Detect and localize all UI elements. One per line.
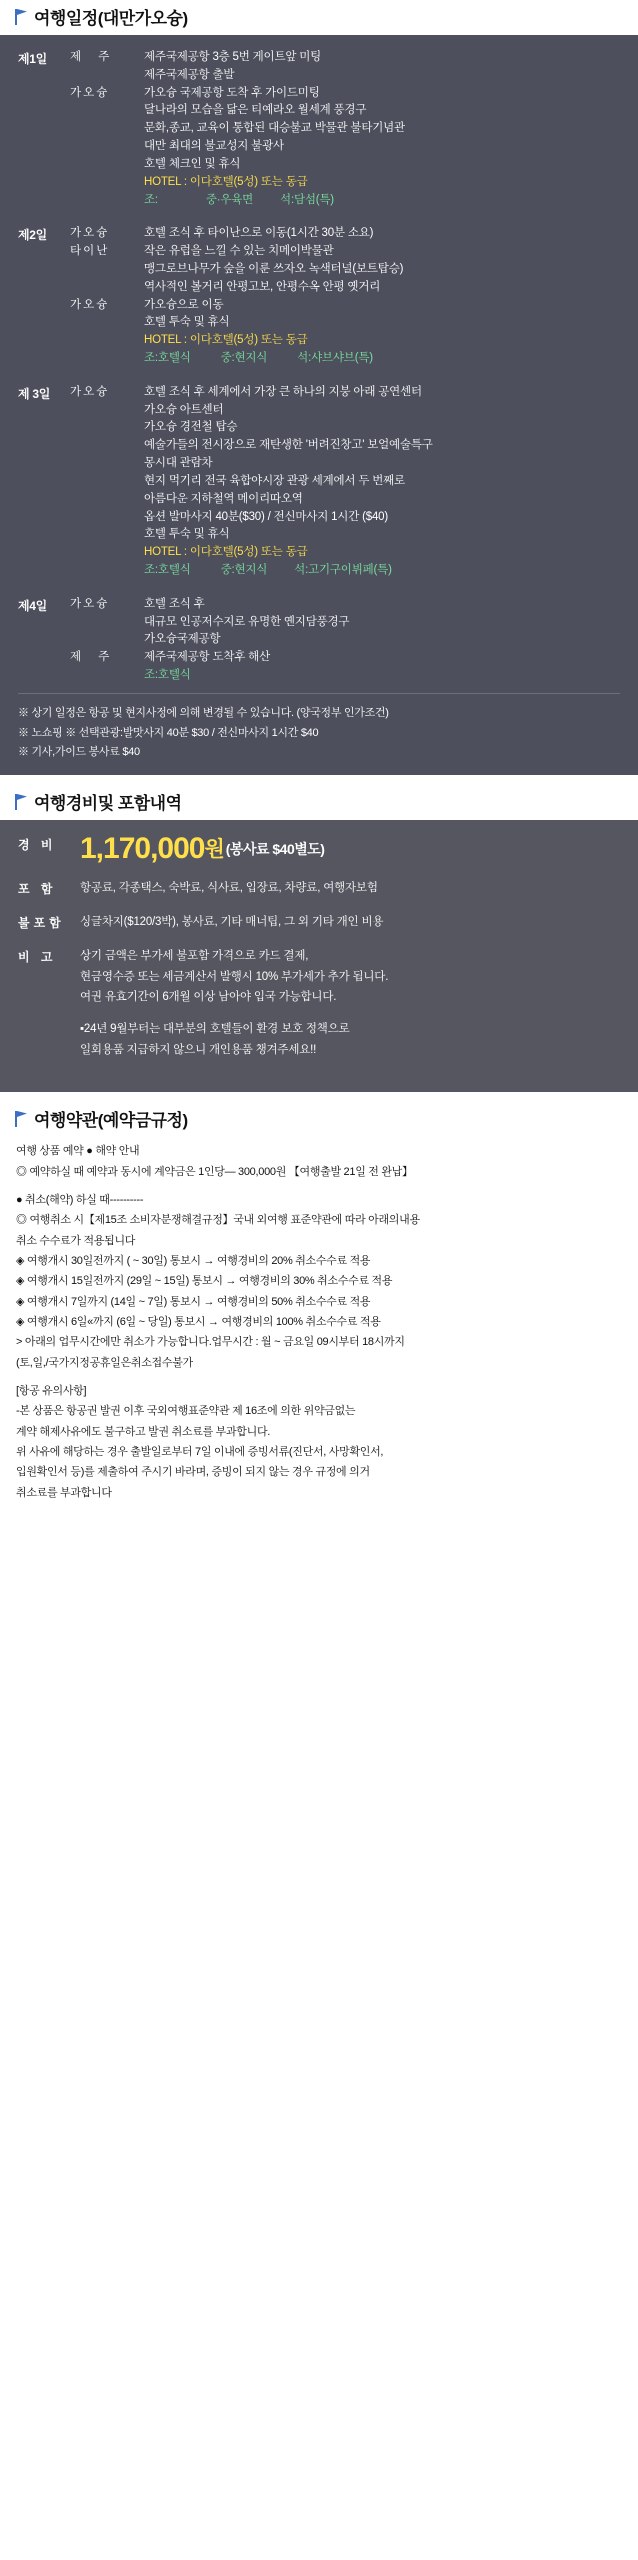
cost-section-header (0, 785, 638, 820)
city-label (70, 174, 144, 192)
terms-line: 계약 해제사유에도 불구하고 발권 취소료를 부과합니다. (16, 1425, 271, 1438)
hotel-line: HOTEL : 이다호텔(5성) 또는 동급 (144, 175, 308, 188)
itinerary-day-block (0, 384, 638, 580)
itinerary-row (70, 667, 620, 685)
city-label: 제 주 (70, 51, 117, 63)
terms-line: ◈ 여행개시 15일전까지 (29일 ~ 15일) 통보시 → 여행경비의 30% 취소수수료 적용 (16, 1275, 393, 1288)
itinerary-day-block (0, 596, 638, 685)
itinerary-line: 호텔 투숙 및 휴식 (144, 316, 230, 329)
itinerary-line: 호텔 체크인 및 휴식 (144, 157, 241, 170)
city-label (70, 437, 144, 455)
itinerary-row (70, 473, 620, 491)
city-label: 타이난 (70, 245, 110, 258)
city-label: 제 주 (70, 651, 117, 664)
itinerary-row (70, 156, 620, 174)
itinerary-row (70, 455, 620, 473)
itinerary-row (70, 138, 620, 156)
city-label: 가오슝 (70, 298, 110, 311)
day-label: 제1일 (18, 52, 47, 66)
cost-row-label: 포 함 (18, 882, 57, 897)
itinerary-row (70, 526, 620, 544)
city-label (70, 544, 144, 562)
terms-line: 입원확인서 등)를 제출하여 주시기 바라며, 증빙이 되지 않는 경우 규정에 의거 (16, 1466, 370, 1479)
terms-line: 취소료를 부과합니다 (16, 1486, 112, 1499)
city-label (70, 562, 144, 580)
day-label: 제 3일 (18, 386, 50, 401)
itinerary-line: 가오슝국제공항 (144, 633, 221, 646)
itinerary-line: 문화,종교, 교육이 통합된 대승불교 박물관 불타기념관 (144, 122, 405, 135)
itinerary-line: 몽시대 관람차 (144, 457, 213, 470)
itinerary-row (70, 174, 620, 192)
meal-line: 조:호텔식 (144, 669, 191, 681)
terms-line: 취소 수수료가 적용됩니다 (16, 1234, 136, 1247)
city-label (70, 138, 144, 156)
itinerary-row (70, 350, 620, 368)
itinerary-line: 호텔 투숙 및 휴식 (144, 528, 230, 541)
itinerary-row (70, 49, 620, 67)
cost-line: 상기 금액은 부가세 불포함 가격으로 카드 결제, (80, 950, 309, 963)
itinerary-line: 옵션 발마사지 40분($30) / 전신마사지 1시간 ($40) (144, 510, 388, 523)
city-label (70, 332, 144, 350)
itinerary-line: 달나라의 모습을 닮은 티예라오 월세계 풍경구 (144, 104, 367, 117)
itinerary-row (70, 614, 620, 632)
cost-row (0, 912, 638, 932)
cost-body (0, 820, 638, 1092)
itinerary-line: 호텔 조식 후 타이난으로 이동(1시간 30분 소요) (144, 227, 374, 240)
itinerary-line: 예술가들의 전시장으로 재탄생한 '버려진창고' 보얼예술특구 (144, 439, 433, 452)
itinerary-line: 가오슝으로 이동 (144, 298, 224, 311)
cost-extra-note (80, 1019, 620, 1060)
city-label: 가오슝 (70, 385, 110, 398)
terms-line: (토,일,/국가지정공휴일은취소접수불가 (16, 1356, 193, 1369)
terms-line: ◎ 예약하실 때 예약과 동시에 계약금은 1인당― 300,000원 【여행출발 21일 전 완납】 (16, 1165, 413, 1178)
itinerary-note: ※ 상기 일정은 항공 및 현지사정에 의해 변경될 수 있습니다. (양국정부 인가조건) (18, 706, 389, 719)
terms-section-header (0, 1102, 638, 1137)
itinerary-row (70, 402, 620, 420)
cost-extra-line: 일회용품 지급하지 않으니 개인용품 챙겨주세요!! (80, 1043, 317, 1056)
city-label (70, 120, 144, 138)
itinerary-line: 호텔 조식 후 (144, 597, 205, 610)
itinerary-line: 제주국제공항 도착후 해산 (144, 651, 270, 664)
itinerary-row (70, 631, 620, 649)
itinerary-row (70, 491, 620, 509)
terms-line: ◎ 여행취소 시【제15조 소비자분쟁해결규정】국내 외여행 표준약관에 따라 아래의내용 (16, 1214, 420, 1227)
flag-icon (14, 1111, 28, 1127)
terms-line: ◈ 여행개시 6일«까지 (6일 ~ 당일) 통보시 → 여행경비의 100% 취소수수료 적용 (16, 1315, 381, 1328)
itinerary-body (0, 35, 638, 775)
city-label (70, 192, 144, 210)
itinerary-row (70, 102, 620, 120)
itinerary-row (70, 544, 620, 562)
itinerary-row (70, 120, 620, 138)
itinerary-line: 대만 최대의 불교성지 불광사 (144, 140, 284, 153)
itinerary-row (70, 85, 620, 103)
spacer (0, 775, 638, 785)
itinerary-row (70, 297, 620, 315)
city-label (70, 526, 144, 544)
cost-row-label: 불포함 (18, 916, 65, 931)
city-label (70, 667, 144, 685)
cost-row-body (80, 878, 620, 898)
city-label: 가오슝 (70, 597, 110, 610)
itinerary-notes (18, 693, 620, 763)
hotel-line: HOTEL : 이다호텔(5성) 또는 동급 (144, 334, 308, 347)
cost-row-body (80, 834, 620, 864)
itinerary-row (70, 314, 620, 332)
cost-extra-line: ▪24년 9월부터는 대부분의 호텔들이 환경 보호 정책으로 (80, 1022, 350, 1035)
terms-line: 위 사유에 해당하는 경우 출발일로부터 7일 이내에 증빙서류(진단서, 사망확인서, (16, 1446, 384, 1459)
terms-gap (16, 1373, 622, 1381)
cost-row (0, 946, 638, 1060)
itinerary-row (70, 225, 620, 243)
city-label (70, 102, 144, 120)
cost-line: 현금영수증 또는 세금계산서 발행시 10% 부가세가 추가 됩니다. (80, 970, 389, 983)
itinerary-line: 호텔 조식 후 세계에서 가장 큰 하나의 지붕 아래 공연센터 (144, 385, 422, 398)
cost-row-label: 비 고 (18, 950, 57, 965)
cost-row-body (80, 946, 620, 1060)
itinerary-line: 제주국제공항 출발 (144, 68, 235, 81)
city-label (70, 473, 144, 491)
day-rows (70, 596, 620, 685)
terms-title: 여행약관(예약금규정) (34, 1111, 188, 1131)
itinerary-line: 작은 유럽을 느낄 수 있는 치메이박물관 (144, 245, 334, 258)
city-label (70, 491, 144, 509)
city-label (70, 67, 144, 85)
terms-line: ● 취소(해약) 하실 때---------- (16, 1193, 144, 1206)
city-label: 가오슝 (70, 227, 110, 240)
city-label (70, 402, 144, 420)
terms-line: > 아래의 업무시간에만 취소가 가능합니다.업무시간 : 월 ~ 금요일 09시부터 18시까지 (16, 1336, 405, 1349)
day-label: 제4일 (18, 598, 47, 613)
city-label (70, 419, 144, 437)
terms-line: 여행 상품 예약 ● 해약 안내 (16, 1145, 140, 1158)
itinerary-section-header (0, 0, 638, 35)
cost-line: 싱글차지($120/3박), 봉사료, 기타 매너팁, 그 외 기타 개인 비용 (80, 916, 384, 929)
city-label (70, 314, 144, 332)
itinerary-line: 아름다운 지하철역 메이리따오역 (144, 492, 303, 505)
itinerary-line: 맹그로브나무가 숲을 이룬 쓰자오 녹색터널(보트탑승) (144, 262, 404, 275)
itinerary-row (70, 243, 620, 261)
cost-title: 여행경비및 포함내역 (34, 794, 182, 814)
city-label: 가오슝 (70, 86, 110, 99)
itinerary-row (70, 279, 620, 297)
price-amount: 1,170,000 (80, 832, 205, 866)
itinerary-line: 현지 먹기리 전국 육합야시장 관광 세계에서 두 번째로 (144, 474, 405, 487)
terms-line: ◈ 여행개시 30일전까지 ( ~ 30일) 통보시 → 여행경비의 20% 취소수수료 적용 (16, 1254, 371, 1267)
terms-line: [항공 유의사항] (16, 1384, 87, 1397)
terms-body (0, 1137, 638, 1525)
itinerary-row (70, 261, 620, 279)
price-service-fee-note: (봉사료 $40별도) (225, 840, 325, 857)
itinerary-line: 가오슝 경전철 탑승 (144, 421, 238, 434)
itinerary-day-block (0, 49, 638, 209)
city-label (70, 614, 144, 632)
city-label (70, 509, 144, 527)
city-label (70, 156, 144, 174)
spacer (0, 1092, 638, 1102)
itinerary-note: ※ 기사,가이드 봉사료 $40 (18, 746, 140, 759)
terms-line: -본 상품은 항공권 발권 이후 국외여행표준약관 제 16조에 의한 위약금없는 (16, 1405, 356, 1418)
cost-line: 여권 유효기간이 6개월 이상 남아야 입국 가능합니다. (80, 990, 337, 1003)
itinerary-row (70, 419, 620, 437)
flag-icon (14, 9, 28, 25)
cost-row-label: 경 비 (18, 838, 57, 853)
cost-row (0, 834, 638, 864)
city-label (70, 631, 144, 649)
price-currency: 원 (204, 837, 224, 861)
itinerary-row (70, 67, 620, 85)
day-rows (70, 384, 620, 580)
cost-row (0, 878, 638, 898)
meal-line: 조:호텔식 중:현지식 석:샤브샤브(특) (144, 352, 373, 364)
itinerary-title: 여행일정(대만가오슝) (34, 9, 188, 28)
day-rows (70, 225, 620, 368)
itinerary-line: 대규모 인공저수지로 유명한 옌지담풍경구 (144, 615, 350, 628)
cost-row-body (80, 912, 620, 932)
itinerary-row (70, 384, 620, 402)
cost-line: 항공료, 각종택스, 숙박료, 식사료, 입장료, 차량료, 여행자보험 (80, 882, 378, 895)
meal-line: 조: 중·우육면 석:담섬(특) (144, 193, 334, 206)
city-label (70, 261, 144, 279)
itinerary-line: 가오슝 아트센터 (144, 403, 224, 416)
itinerary-note: ※ 노쇼핑 ※ 선택관광:발맛사지 40분 $30 / 전신마사지 1시간 $40 (18, 726, 319, 739)
itinerary-line: 가오슝 국제공항 도착 후 가이드미팅 (144, 86, 320, 99)
itinerary-row (70, 509, 620, 527)
itinerary-line: 역사적인 볼거리 안평고보, 안평수옥 안평 옛거리 (144, 280, 381, 293)
city-label (70, 350, 144, 368)
day-label: 제2일 (18, 228, 47, 243)
itinerary-line: 제주국제공항 3층 5번 게이트앞 미팅 (144, 51, 322, 63)
itinerary-row (70, 332, 620, 350)
itinerary-row (70, 596, 620, 614)
itinerary-row (70, 562, 620, 580)
hotel-line: HOTEL : 이다호텔(5성) 또는 동급 (144, 546, 308, 559)
terms-gap (16, 1182, 622, 1190)
city-label (70, 279, 144, 297)
city-label (70, 455, 144, 473)
itinerary-day-block (0, 225, 638, 368)
day-rows (70, 49, 620, 209)
meal-line: 조:호텔식 중:현지식 석:고기구이뷔페(특) (144, 563, 392, 576)
itinerary-row (70, 437, 620, 455)
flag-icon (14, 794, 28, 810)
itinerary-row (70, 649, 620, 667)
terms-line: ◈ 여행개시 7일까지 (14일 ~ 7일) 통보시 → 여행경비의 50% 취소수수료 적용 (16, 1295, 371, 1308)
itinerary-row (70, 192, 620, 210)
